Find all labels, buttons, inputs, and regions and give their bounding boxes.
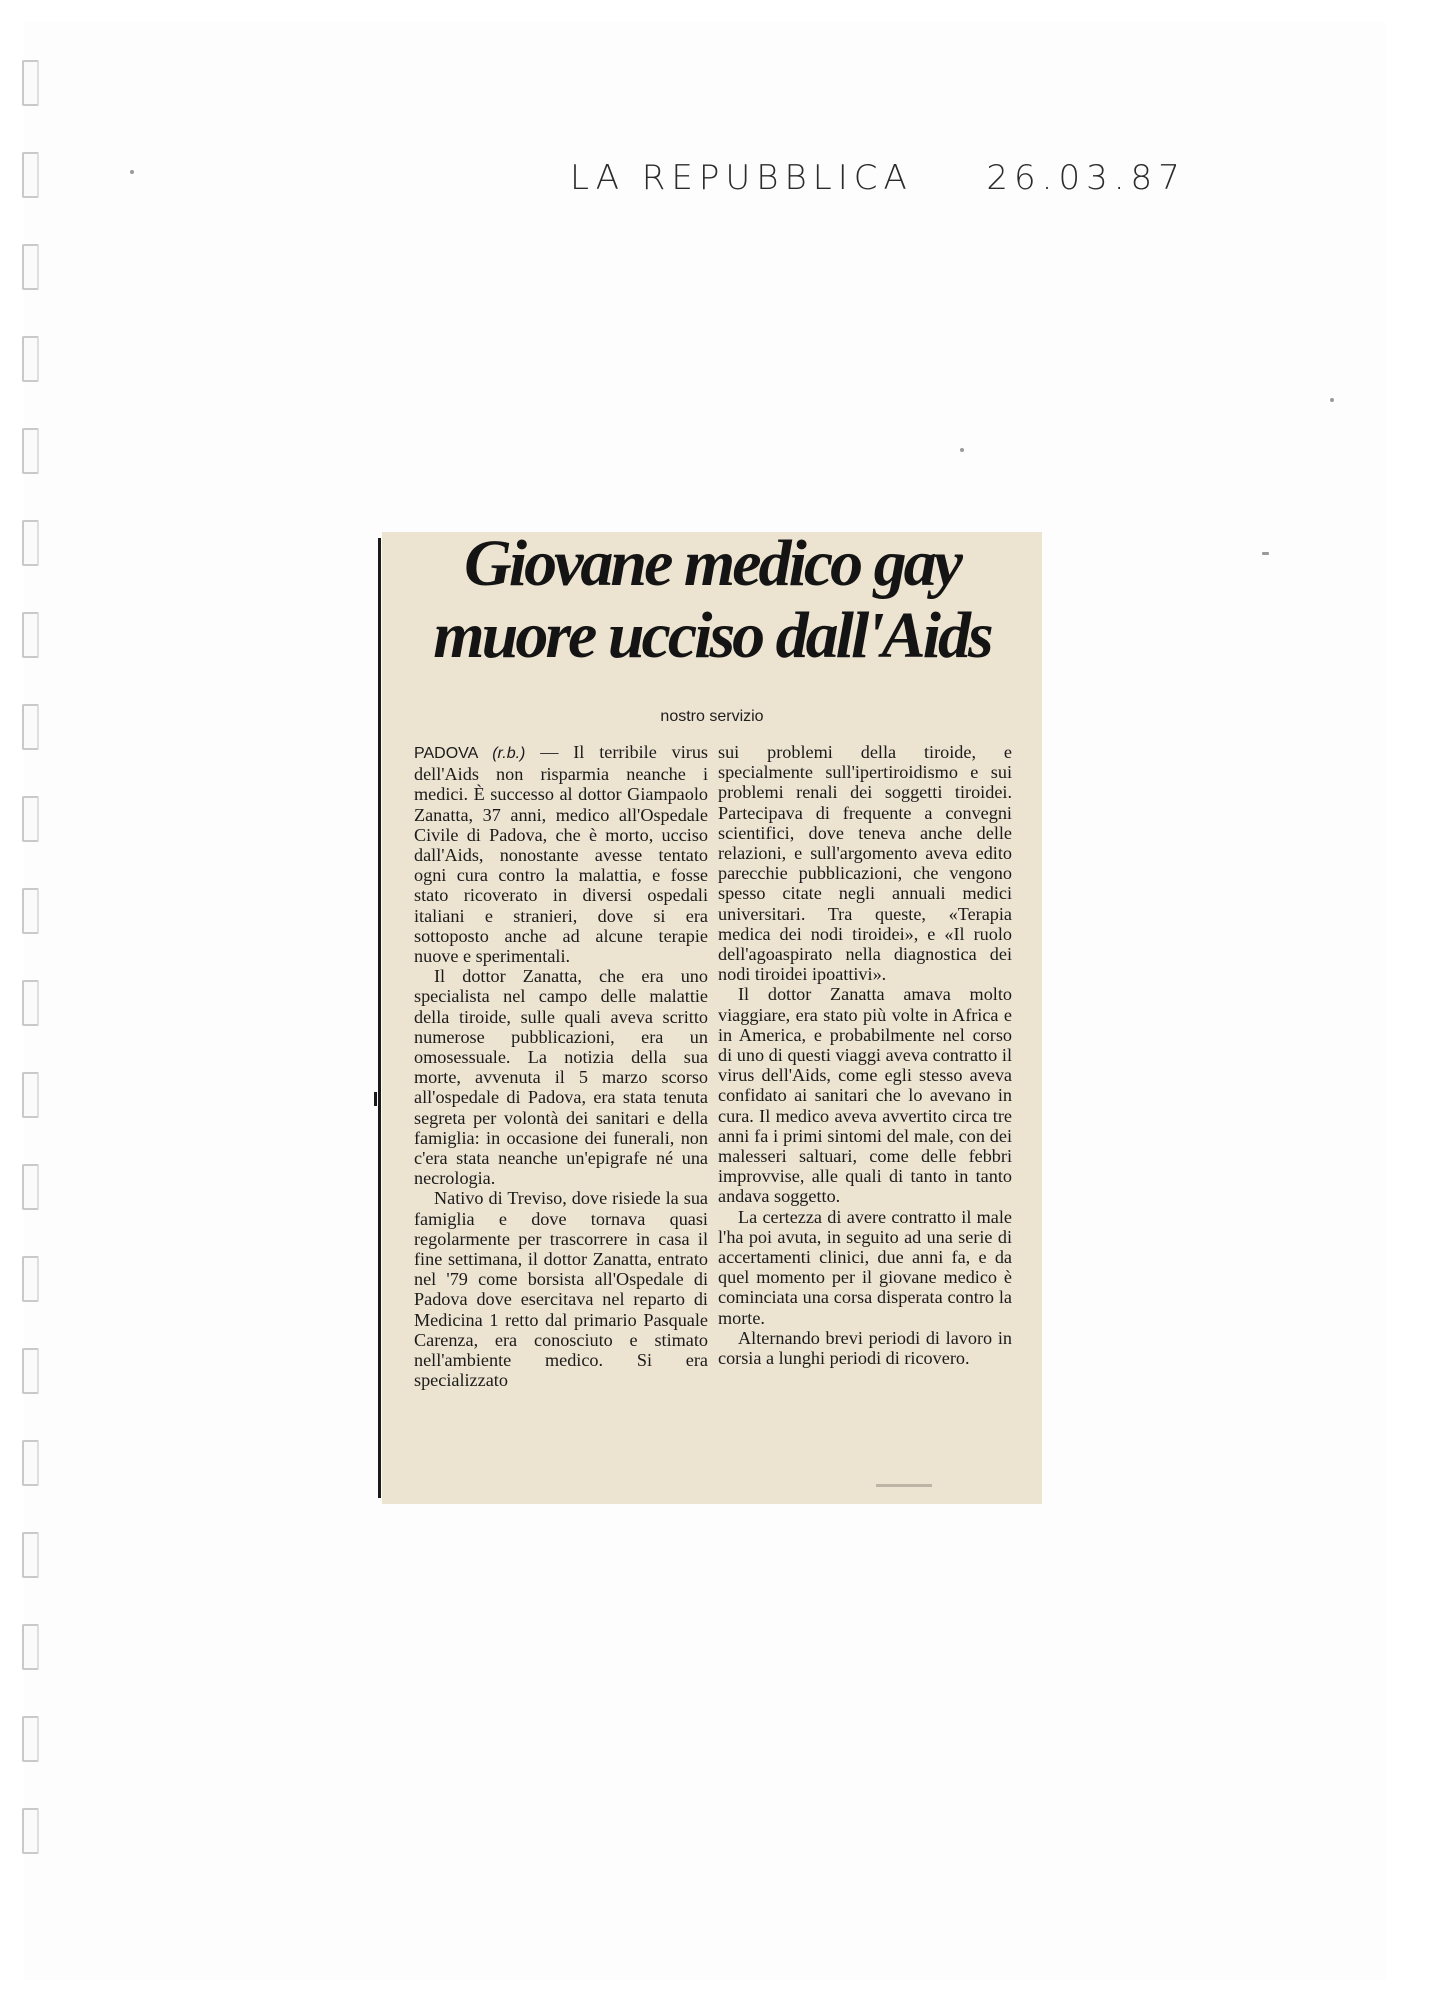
speck bbox=[130, 170, 134, 174]
dateline-place: PADOVA bbox=[414, 745, 478, 762]
paragraph-text: — Il terribile virus dell'Aids non risparmia neanche i medici. È successo al dottor Giampaolo Zanatta, 37 anni, medico all'Ospedale Civile di Padova, che è morto, ucciso dall'Aids, nonostante avesse tentato ogni cura contro la malattia, e fosse stato ricoverato in diversi ospedali italiani e stranieri, dove si era sottoposto anche ad alcune terapie nuove e sperimentali. bbox=[414, 742, 708, 967]
clipping-edge-mark bbox=[374, 1092, 377, 1106]
binder-hole bbox=[22, 1808, 39, 1854]
binder-hole bbox=[22, 1256, 39, 1302]
paragraph: Alternando brevi periodi di lavoro in corsia a lunghi periodi di ricovero. bbox=[718, 1327, 1012, 1369]
handwritten-newspaper: LA REPUBBLICA bbox=[570, 158, 913, 198]
paragraph bbox=[414, 742, 708, 966]
binder-hole bbox=[22, 244, 39, 290]
dateline-initials: (r.b.) bbox=[492, 745, 526, 762]
binder-hole bbox=[22, 520, 39, 566]
binder-hole bbox=[22, 1348, 39, 1394]
binder-hole bbox=[22, 1532, 39, 1578]
binder-hole bbox=[22, 1716, 39, 1762]
article-headline bbox=[382, 528, 1042, 672]
binder-hole bbox=[22, 796, 39, 842]
article-column-2 bbox=[718, 742, 1012, 1368]
binder-hole bbox=[22, 704, 39, 750]
binder-hole bbox=[22, 1440, 39, 1486]
handwritten-source-note bbox=[570, 158, 1186, 218]
binder-hole bbox=[22, 336, 39, 382]
speck bbox=[960, 448, 964, 452]
binder-hole bbox=[22, 980, 39, 1026]
handwritten-date: 26.03.87 bbox=[986, 158, 1186, 198]
clipping-smudge bbox=[876, 1484, 932, 1487]
binder-hole bbox=[22, 1164, 39, 1210]
binder-hole bbox=[22, 1072, 39, 1118]
speck bbox=[1330, 398, 1334, 402]
binder-hole bbox=[22, 888, 39, 934]
headline-line-1: Giovane medico gay bbox=[464, 527, 960, 600]
paragraph: Il dottor Zanatta, che era uno specialista nel campo delle malattie della tiroide, sulle quali aveva scritto numerose pubblicazioni, era un omosessuale. La notizia della sua morte, avvenuta il 5 marzo scorso all'ospedale di Padova, era stata tenuta segreta per volontà dei sanitari e della famiglia: in occasione dei funerali, non c'era stata neanche un'epigrafe né una necrologia. bbox=[414, 966, 708, 1189]
binder-hole bbox=[22, 612, 39, 658]
binder-holes bbox=[22, 60, 52, 1960]
headline-line-2: muore ucciso dall'Aids bbox=[433, 599, 991, 672]
paragraph: La certezza di avere contratto il male l'ha poi avuta, in seguito ad una serie di accertamenti clinici, due anni fa, e da quel momento per il giovane medico è cominciata una corsa disperata contro la morte. bbox=[718, 1206, 1012, 1328]
article-byline: nostro servizio bbox=[660, 708, 764, 725]
paragraph: sui problemi della tiroide, e specialmente sull'ipertiroidismo e sui problemi renali dei soggetti tiroidei. Partecipava di frequente a convegni scientifici, dove teneva anche delle relazioni, e sull'argomento aveva edito parecchie pubblicazioni, che vengono spesso citate negli annuali medici universitari. Tra queste, «Terapia medica dei nodi tiroidei», e «Il ruolo dell'agoaspirato nella diagnostica dei nodi tiroidei ipoattivi». bbox=[718, 742, 1012, 985]
binder-hole bbox=[22, 60, 39, 106]
clipping-column-rule bbox=[378, 538, 381, 1498]
binder-hole bbox=[22, 428, 39, 474]
paragraph: Il dottor Zanatta amava molto viaggiare, era stato più volte in Africa e in America, e probabilmente nel corso di uno di questi viaggi aveva contratto il virus dell'Aids, come egli stesso aveva confidato ai sanitari che lo avevano in cura. Il medico aveva avvertito circa tre anni fa i primi sintomi del male, con dei malesseri saltuari, come delle febbri improvvise, alle quali di tanto in tanto andava soggetto. bbox=[718, 984, 1012, 1207]
speck bbox=[1262, 552, 1269, 555]
paragraph: Nativo di Treviso, dove risiede la sua famiglia e dove tornava quasi regolarmente per trascorrere in casa il fine settimana, il dottor Zanatta, entrato nel '79 come borsista all'Ospedale di Padova dove esercitava nel reparto di Medicina 1 retto dal primario Pasquale Carenza, era conosciuto e stimato nell'ambiente medico. Si era specializzato bbox=[414, 1188, 708, 1391]
binder-hole bbox=[22, 1624, 39, 1670]
dateline bbox=[414, 745, 525, 762]
article-column-1 bbox=[414, 742, 708, 1391]
binder-hole bbox=[22, 152, 39, 198]
